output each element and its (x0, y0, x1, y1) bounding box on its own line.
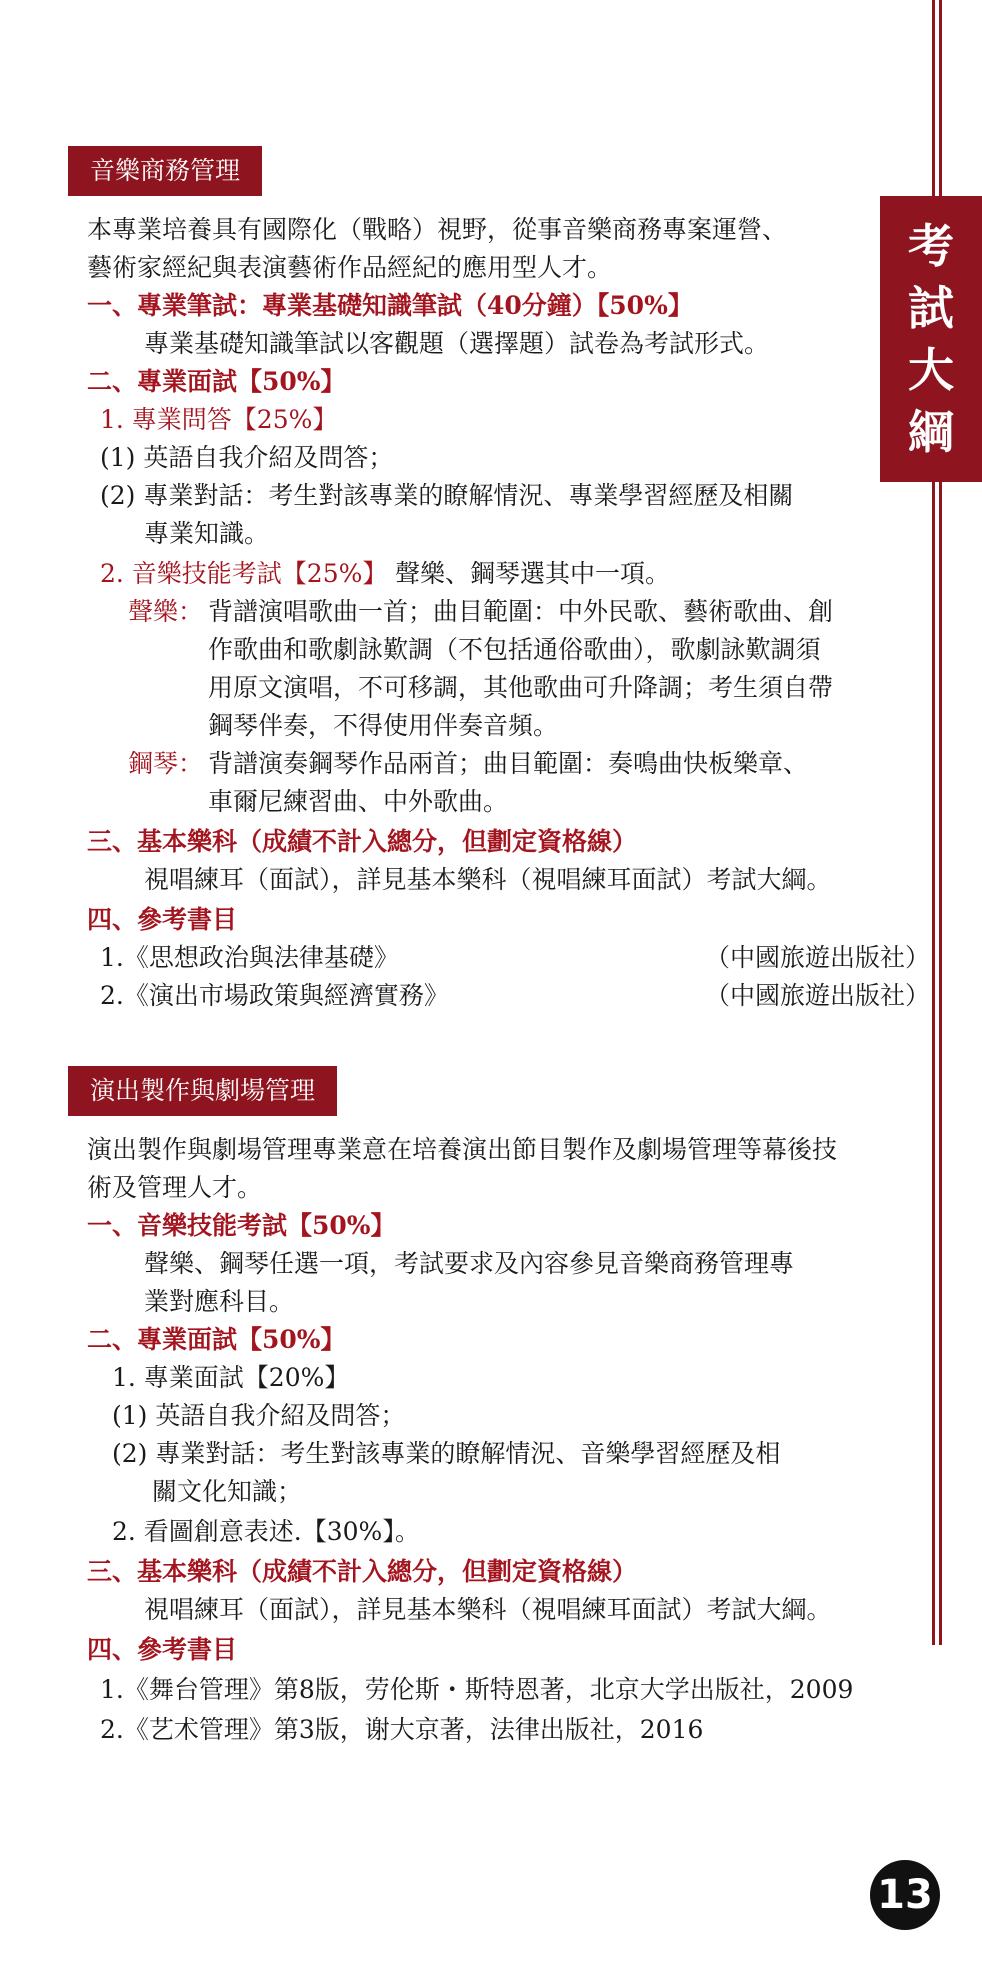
exam-outline-side-tab (880, 196, 982, 482)
section1-intro-line1: 本專業培養具有國際化（戰略）視野，從事音樂商務專案運營、 (87, 215, 788, 244)
section2-interview-item2-line2: 關文化知識； (152, 1477, 303, 1506)
reference-book-title: 2.《演出市場政策與經濟實務》 (100, 981, 449, 1010)
side-tab-char: 綱 (908, 405, 954, 459)
section2-heading-basic-music: 三、基本樂科（成績不計入總分，但劃定資格線） (87, 1557, 638, 1586)
section1-heading-references: 四、參考書目 (87, 905, 238, 934)
section1-subheading-music-skill: 2. 音樂技能考試【25%】 (100, 559, 388, 588)
section1-heading-basic-music: 三、基本樂科（成績不計入總分，但劃定資格線） (87, 827, 638, 856)
section2-heading-references: 四、參考書目 (87, 1635, 238, 1664)
section2-heading-music-skill: 一、音樂技能考試【50%】 (87, 1211, 396, 1240)
section2-intro-line2: 術及管理人才。 (87, 1173, 263, 1202)
section2-interview-item2-line1: (2) 專業對話：考生對該專業的瞭解情況、音樂學習經歷及相 (112, 1439, 781, 1468)
section1-qa-item2-line1: (2) 專業對話：考生對該專業的瞭解情況、專業學習經歷及相關 (100, 481, 794, 510)
piano-label: 鋼琴： (128, 749, 204, 778)
reference-book (100, 942, 931, 974)
reference-book-publisher: （中國旅遊出版社） (705, 981, 931, 1010)
section1-qa-item2-line2: 專業知識。 (144, 519, 270, 548)
section2-music-skill-line1: 聲樂、鋼琴任選一項，考試要求及內容參見音樂商務管理專 (144, 1249, 795, 1278)
section2-music-skill-line2: 業對應科目。 (144, 1287, 295, 1316)
section-title-music-business: 音樂商務管理 (68, 146, 262, 196)
section2-intro-line1: 演出製作與劇場管理專業意在培養演出節目製作及劇場管理等幕後技 (87, 1135, 838, 1164)
side-tab-char: 試 (908, 281, 954, 335)
reference-book (100, 980, 931, 1012)
section1-basic-music-text: 視唱練耳（面試），詳見基本樂科（視唱練耳面試）考試大綱。 (144, 865, 832, 894)
section2-subheading-interview: 1. 專業面試【20%】 (112, 1363, 350, 1392)
section2-subheading-picture-talk: 2. 看圖創意表述.【30%】。 (112, 1517, 420, 1546)
vocal-text-line4: 鋼琴伴奏，不得使用伴奏音頻。 (208, 711, 559, 740)
section1-qa-item1: (1) 英語自我介紹及問答； (100, 443, 394, 472)
section2-interview-item1: (1) 英語自我介紹及問答； (112, 1401, 406, 1430)
section1-heading-written-exam: 一、專業筆試：專業基礎知識筆試（40分鐘）【50%】 (87, 291, 693, 320)
side-tab-char: 考 (908, 219, 954, 273)
section1-subheading-qa: 1. 專業問答【25%】 (100, 405, 338, 434)
reference-book-title: 1.《思想政治與法律基礎》 (100, 943, 399, 972)
side-tab-char: 大 (908, 343, 954, 397)
reference-book-publisher: （中國旅遊出版社） (705, 943, 931, 972)
section1-heading-interview: 二、專業面試【50%】 (87, 367, 346, 396)
reference-book: 1.《舞台管理》第8版，劳伦斯・斯特恩著，北京大学出版社，2009 (100, 1675, 854, 1704)
piano-text-line2: 車爾尼練習曲、中外歌曲。 (208, 787, 509, 816)
section2-basic-music-text: 視唱練耳（面試），詳見基本樂科（視唱練耳面試）考試大綱。 (144, 1595, 832, 1624)
section2-heading-interview: 二、專業面試【50%】 (87, 1325, 346, 1354)
vocal-label: 聲樂： (128, 597, 204, 626)
section1-intro-line2: 藝術家經紀與表演藝術作品經紀的應用型人才。 (87, 253, 613, 282)
vocal-text-line1: 背譜演唱歌曲一首；曲目範圍：中外民歌、藝術歌曲、創 (208, 597, 834, 626)
piano-text-line1: 背譜演奏鋼琴作品兩首；曲目範圍：奏鳴曲快板樂章、 (208, 749, 809, 778)
section1-music-skill-note: 聲樂、鋼琴選其中一項。 (395, 559, 671, 588)
page-number: 13 (870, 1860, 940, 1930)
vocal-text-line3: 用原文演唱，不可移調，其他歌曲可升降調；考生須自帶 (208, 673, 834, 702)
reference-book: 2.《艺术管理》第3版，谢大京著，法律出版社，2016 (100, 1715, 704, 1744)
vocal-text-line2: 作歌曲和歌劇詠歎調（不包括通俗歌曲），歌劇詠歎調須 (208, 635, 821, 664)
section-title-production-theatre: 演出製作與劇場管理 (68, 1066, 337, 1116)
section1-written-exam-text: 專業基礎知識筆試以客觀題（選擇題）試卷為考試形式。 (144, 329, 770, 358)
